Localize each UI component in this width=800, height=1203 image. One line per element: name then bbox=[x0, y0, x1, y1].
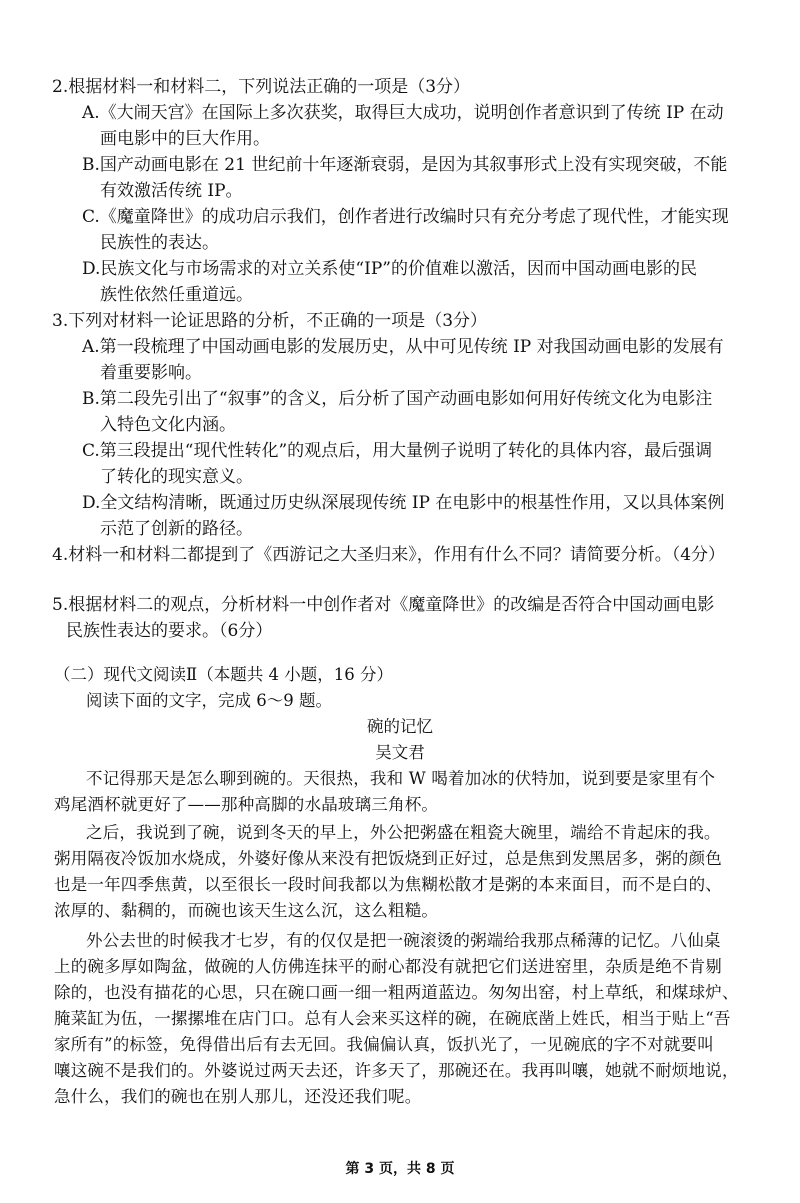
passage-p2-line: 浓厚的、黏稠的，而碗也该天生这么沉，这么粗糙。 bbox=[54, 901, 439, 920]
passage-p2: 之后，我说到了碗，说到冬天的早上，外公把粥盛在粗瓷大碗里，端给不肯起床的我。 bbox=[86, 823, 721, 842]
q3-option-d: D.全文结构清晰，既通过历史纵深展现传统 IP 在电影中的根基性作用，又以具体案例 bbox=[82, 493, 725, 513]
q2-option-b-cont: 有效激活传统 IP。 bbox=[100, 181, 243, 201]
passage-p3-line: 急什么，我们的碗也在别人那儿，还没还我们呢。 bbox=[54, 1087, 422, 1106]
passage-p3-line: 上的碗多厚如陶盆，做碗的人仿佛连抹平的耐心都没有就把它们送进窑里，杂质是绝不肯剔 bbox=[54, 957, 722, 976]
q3-option-b-cont: 入特色文化内涵。 bbox=[100, 415, 236, 435]
question-3-stem: 3.下列对材料一论证思路的分析，不正确的一项是（3分） bbox=[52, 311, 488, 331]
passage-p1-line: 鸡尾酒杯就更好了——那种高脚的水晶玻璃三角杯。 bbox=[54, 795, 439, 814]
passage-p1: 不记得那天是怎么聊到碗的。天很热，我和 W 喝着加冰的伏特加，说到要是家里有个 bbox=[86, 769, 716, 788]
q3-option-b: B.第二段先引出了“叙事”的含义，后分析了国产动画电影如何用好传统文化为电影注 bbox=[82, 389, 713, 409]
question-5: 5.根据材料二的观点，分析材料一中创作者对《魔童降世》的改编是否符合中国动画电影 bbox=[52, 595, 715, 615]
passage-p3-line: 腌菜缸为伍，一摞摞堆在店门口。总有人会来买这样的碗，在碗底凿上姓氏，相当于贴上“吾 bbox=[54, 1009, 731, 1028]
section-heading: （二）现代文阅读Ⅱ（本题共 4 小题，16 分） bbox=[54, 665, 393, 684]
q2-option-c-cont: 民族性的表达。 bbox=[100, 233, 219, 253]
q2-option-d-cont: 族性依然任重道远。 bbox=[100, 285, 253, 305]
question-5-cont: 民族性表达的要求。（6分） bbox=[66, 621, 273, 641]
passage-author: 吴文君 bbox=[375, 743, 425, 762]
passage-p3-line: 嚷这碗不是我们的。外婆说过两天去还，许多天了，那碗还在。我再叫嚷，她就不耐烦地说， bbox=[54, 1061, 739, 1080]
question-2-stem: 2.根据材料一和材料二，下列说法正确的一项是（3分） bbox=[52, 77, 471, 97]
q2-option-c: C.《魔童降世》的成功启示我们，创作者进行改编时只有充分考虑了现代性，才能实现 bbox=[82, 207, 729, 227]
passage-p3-line: 除的，也没有描花的心思，只在碗口画一细一粗两道蓝边。匆匆出窑，村上草纸，和煤球炉、 bbox=[54, 983, 739, 1002]
q3-option-a: A.第一段梳理了中国动画电影的发展历史，从中可见传统 IP 对我国动画电影的发展有 bbox=[82, 337, 724, 357]
passage-p2-line: 粥用隔夜冷饭加水烧成，外婆好像从来没有把饭烧到正好过，总是焦到发黑居多，粥的颜色 bbox=[54, 849, 722, 868]
q3-option-a-cont: 着重要影响。 bbox=[100, 363, 202, 383]
q2-option-a-cont: 画电影中的巨大作用。 bbox=[100, 129, 270, 149]
q3-option-c-cont: 了转化的现实意义。 bbox=[100, 467, 253, 487]
q3-option-d-cont: 示范了创新的路径。 bbox=[100, 519, 253, 539]
q2-option-b: B.国产动画电影在 21 世纪前十年逐渐衰弱，是因为其叙事形式上没有实现突破，不能 bbox=[82, 155, 728, 175]
passage-p3: 外公去世的时候我才七岁，有的仅仅是把一碗滚烫的粥端给我那点稀薄的记忆。八仙桌 bbox=[86, 931, 721, 950]
section-instruction: 阅读下面的文字，完成 6～9 题。 bbox=[86, 691, 332, 710]
q2-option-a: A.《大闹天宫》在国际上多次获奖，取得巨大成功，说明创作者意识到了传统 IP 在动 bbox=[82, 103, 724, 123]
passage-title: 碗的记忆 bbox=[367, 717, 433, 736]
page-number: 第 3 页，共 8 页 bbox=[345, 1161, 455, 1177]
passage-p3-line: 家所有”的标签，免得借出后有去无回。我偏偏认真，饭扒光了，一见碗底的字不对就要叫 bbox=[54, 1035, 714, 1054]
question-4: 4.材料一和材料二都提到了《西游记之大圣归来》，作用有什么不同？请简要分析。（4分） bbox=[52, 545, 726, 565]
q3-option-c: C.第三段提出“现代性转化”的观点后，用大量例子说明了转化的具体内容，最后强调 bbox=[82, 441, 713, 461]
passage-p2-line: 也是一年四季焦黄，以至很长一段时间我都以为焦糊松散才是粥的本来面目，而不是白的、 bbox=[54, 875, 722, 894]
q2-option-d: D.民族文化与市场需求的对立关系使“IP”的价值难以激活，因而中国动画电影的民 bbox=[82, 259, 697, 279]
